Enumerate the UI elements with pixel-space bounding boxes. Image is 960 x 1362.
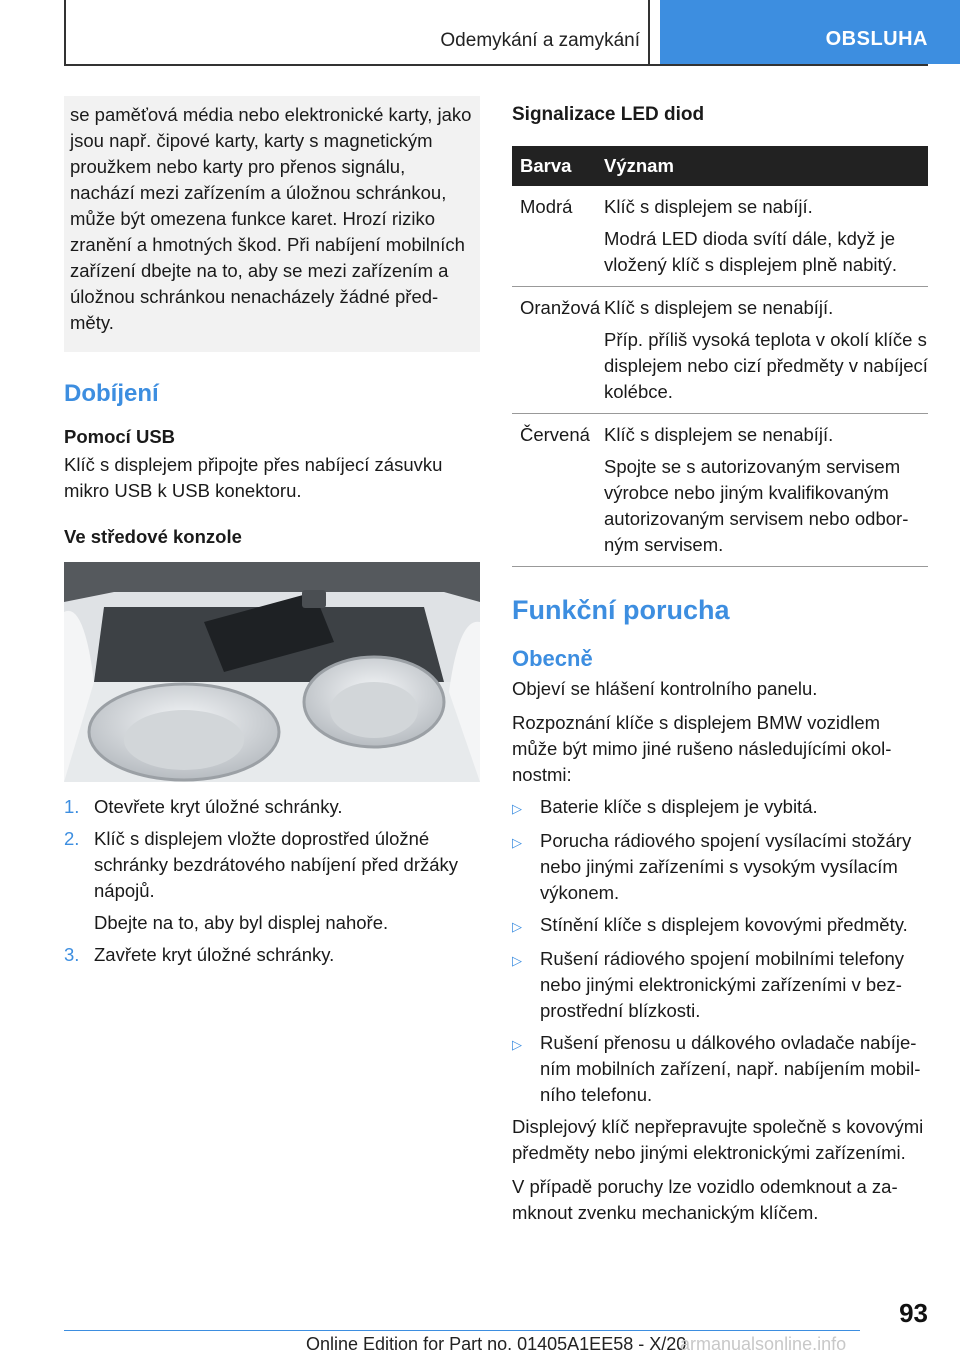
list-item-text: Rušení rádiového spojení mobilními telefony nebo jinými elektronickými zařízeními v bezprostřední blízkosti. <box>540 948 905 1021</box>
cell-color: Červená <box>520 424 590 445</box>
cell-color: Oranžová <box>520 297 601 318</box>
table-row <box>512 287 928 414</box>
edition-text: Online Edition for Part no. 01405A1EE58 - X/20 <box>306 1334 687 1354</box>
header-divider <box>648 0 650 66</box>
list-item <box>512 912 928 940</box>
triangle-bullet-icon: ▷ <box>512 835 522 850</box>
step-number: 2. <box>64 828 80 849</box>
watermark: armanualsonline.info <box>680 1334 847 1354</box>
cell-meaning-detail: Modrá LED dioda svítí dále, když je vložený klíč s displejem plně nabitý. <box>604 228 898 275</box>
list-item <box>512 828 928 906</box>
usb-heading: Pomocí USB <box>64 426 176 447</box>
header-meaning: Význam <box>604 155 674 176</box>
list-item <box>512 1030 928 1108</box>
step-number: 1. <box>64 796 80 817</box>
step-item <box>64 794 480 820</box>
led-table-title: Signalizace LED diod <box>512 104 705 125</box>
triangle-bullet-icon: ▷ <box>512 1037 522 1052</box>
header-left-line <box>64 0 66 66</box>
list-item-text: Stínění klíče s displejem kovovými předměty. <box>540 914 908 935</box>
footer-rule <box>64 1330 860 1331</box>
cell-meaning: Klíč s displejem se nenabíjí. <box>604 424 834 445</box>
list-item-text: Baterie klíče s displejem je vybitá. <box>540 796 818 817</box>
step-subtext: Dbejte na to, aby byl displej nahoře. <box>94 912 389 933</box>
header-rule <box>64 64 928 66</box>
fault-heading: Funkční porucha <box>512 595 730 625</box>
center-console-photo <box>64 562 480 782</box>
steps-list <box>64 794 480 968</box>
triangle-bullet-icon: ▷ <box>512 919 522 934</box>
chapter-tab-label: OBSLUHA <box>825 28 928 50</box>
led-table <box>512 146 928 567</box>
step-text: Zavřete kryt úložné schránky. <box>94 944 335 965</box>
general-paragraph: Objeví se hlášení kontrolního panelu. <box>512 678 818 699</box>
warning-notice: se paměťová média nebo elektronické karty, jako jsou např. čipové karty, karty s magnetickým proužkem nebo karty pro přenos signálu, nachází mezi zařízením a úložnou schránkou, může být omezena funkce karet. Hrozí riziko zranění a hmotných škod. Při nabíjení mobilních zařízení dbejte na to, aby se mezi zařízením a úložnou schránkou nenacházely žádné předměty. <box>64 96 480 352</box>
cell-meaning-detail: Příp. příliš vysoká teplota v okolí klíče s displejem nebo cizí předměty v nabíjecí kolébce. <box>604 329 928 402</box>
general-paragraph: Rozpoznání klíče s displejem BMW vozidlem může být mimo jiné rušeno následujícími okolnostmi: <box>512 712 892 785</box>
list-item-text: Rušení přenosu u dálkového ovladače nabíjením mobilních zařízení, např. nabíjením mobilního telefonu. <box>540 1032 921 1105</box>
section-title: Odemykání a zamykání <box>440 30 640 51</box>
general-heading: Obecně <box>512 646 593 671</box>
table-row <box>512 414 928 567</box>
cell-meaning-detail: Spojte se s autorizovaným servisem výrobce nebo jiným kvalifikovaným autorizovaným servisem nebo odborným servisem. <box>604 456 909 555</box>
table-header <box>512 146 928 186</box>
cell-meaning: Klíč s displejem se nenabíjí. <box>604 297 834 318</box>
triangle-bullet-icon: ▷ <box>512 801 522 816</box>
cell-color: Modrá <box>520 196 573 217</box>
usb-text: Klíč s displejem připojte přes nabíjecí zásuvku mikro USB k USB konektoru. <box>64 454 443 501</box>
step-text: Otevřete kryt úložné schránky. <box>94 796 343 817</box>
left-column <box>64 96 480 974</box>
step-number: 3. <box>64 944 80 965</box>
closing-paragraph: Displejový klíč nepřepravujte společně s kovovými předměty nebo jinými elektronickými zařízeními. <box>512 1116 924 1163</box>
console-heading: Ve středové konzole <box>64 526 242 547</box>
cell-meaning: Klíč s displejem se nabíjí. <box>604 196 813 217</box>
closing-paragraph: V případě poruchy lze vozidlo odemknout a zamknout zvenku mechanickým klíčem. <box>512 1176 898 1223</box>
causes-list <box>512 794 928 1108</box>
chapter-tab[interactable] <box>660 0 960 64</box>
list-item <box>512 946 928 1024</box>
step-item <box>64 826 480 936</box>
list-item-text: Porucha rádiového spojení vysílacími stožáry nebo jinými zařízeními s vysokým vysílacím výkonem. <box>540 830 912 903</box>
table-row <box>512 186 928 287</box>
page-number: 93 <box>899 1298 928 1328</box>
header-color: Barva <box>520 155 572 176</box>
list-item <box>512 794 928 822</box>
right-column <box>512 96 928 1226</box>
step-item <box>64 942 480 968</box>
step-text: Klíč s displejem vložte doprostřed úložné schránky bezdrátového nabíjení před držáky nápojů. <box>94 828 459 901</box>
charging-heading: Dobíjení <box>64 380 159 407</box>
triangle-bullet-icon: ▷ <box>512 953 522 968</box>
